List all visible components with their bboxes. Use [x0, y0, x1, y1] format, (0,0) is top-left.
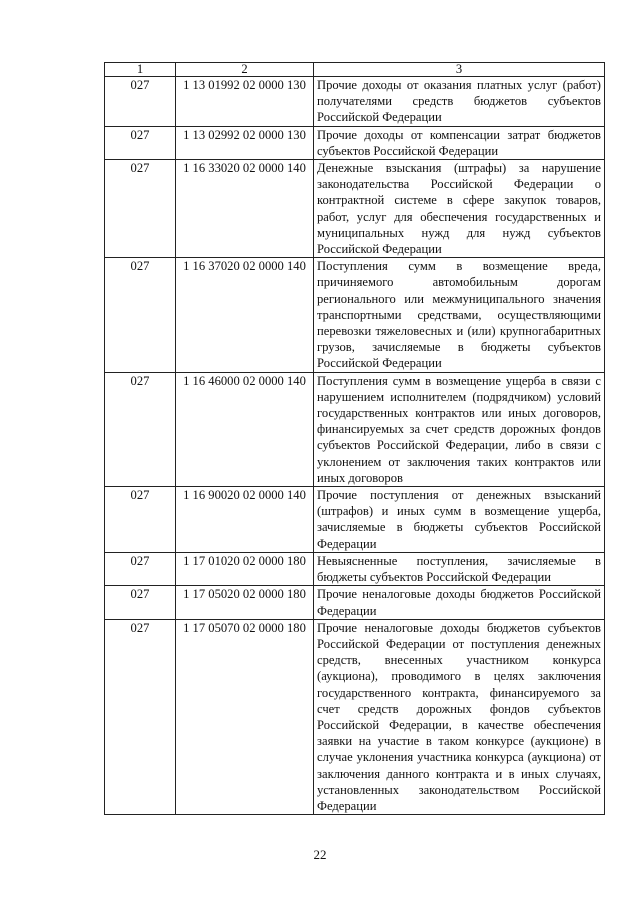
revenue-code-cell: 1 16 37020 02 0000 140 [176, 258, 314, 372]
header-col-1: 1 [105, 63, 176, 77]
admin-code-cell: 027 [105, 258, 176, 372]
admin-code-cell: 027 [105, 77, 176, 127]
table-row [105, 372, 605, 486]
revenue-name-cell: Прочие доходы от оказания платных услуг (работ) получателями средств бюджетов субъектов Российской Федерации [314, 77, 605, 127]
revenue-code-cell: 1 16 33020 02 0000 140 [176, 160, 314, 258]
revenue-name-cell: Прочие неналоговые доходы бюджетов Российской Федерации [314, 586, 605, 619]
table-row [105, 77, 605, 127]
admin-code-cell: 027 [105, 126, 176, 159]
admin-code-cell: 027 [105, 619, 176, 814]
revenue-name-cell: Денежные взыскания (штрафы) за нарушение законодательства Российской Федерации о контрактной системе в сфере закупок товаров, работ, услуг для обеспечения государственных и муниципальных нужд для нужд субъектов Российской Федерации [314, 160, 605, 258]
table-row [105, 487, 605, 553]
admin-code-cell: 027 [105, 160, 176, 258]
admin-code-cell: 027 [105, 586, 176, 619]
revenue-code-cell: 1 16 46000 02 0000 140 [176, 372, 314, 486]
revenue-code-cell: 1 13 01992 02 0000 130 [176, 77, 314, 127]
revenue-name-cell: Прочие неналоговые доходы бюджетов субъектов Российской Федерации от поступления денежных средств, внесенных участником конкурса (аукциона), проводимого в целях заключения государственного контракта, финансируемого за счет средств дорожных фондов субъектов Российской Федерации, в качестве обеспечения заявки на участие в таком конкурсе (аукционе) в случае уклонения участника конкурса (аукциона) от заключения данного контракта и в иных случаях, установленных законодательством Российской Федерации [314, 619, 605, 814]
revenue-code-cell: 1 17 01020 02 0000 180 [176, 552, 314, 585]
revenue-name-cell: Поступления сумм в возмещение ущерба в связи с нарушением исполнителем (подрядчиком) условий государственных контрактов или иных договоров, финансируемых за счет средств дорожных фондов субъектов Российской Федерации, либо в связи с уклонением от заключения таких контрактов или иных договоров [314, 372, 605, 486]
table-row [105, 552, 605, 585]
revenue-name-cell: Поступления сумм в возмещение вреда, причиняемого автомобильным дорогам регионального или межмуниципального значения транспортными средствами, осуществляющими перевозки тяжеловесных и (или) крупногабаритных грузов, зачисляемые в бюджеты субъектов Российской Федерации [314, 258, 605, 372]
revenue-name-cell: Невыясненные поступления, зачисляемые в бюджеты субъектов Российской Федерации [314, 552, 605, 585]
admin-code-cell: 027 [105, 552, 176, 585]
revenue-code-cell: 1 16 90020 02 0000 140 [176, 487, 314, 553]
table-row [105, 258, 605, 372]
revenue-codes-table [104, 62, 605, 815]
table-row [105, 126, 605, 159]
table-row [105, 619, 605, 814]
admin-code-cell: 027 [105, 487, 176, 553]
revenue-name-cell: Прочие доходы от компенсации затрат бюджетов субъектов Российской Федерации [314, 126, 605, 159]
page-number: 22 [313, 847, 327, 862]
header-col-3: 3 [314, 63, 605, 77]
admin-code-cell: 027 [105, 372, 176, 486]
header-row [105, 63, 605, 77]
revenue-name-cell: Прочие поступления от денежных взысканий (штрафов) и иных сумм в возмещение ущерба, зачисляемые в бюджеты субъектов Российской Федерации [314, 487, 605, 553]
table-row [105, 586, 605, 619]
header-col-2: 2 [176, 63, 314, 77]
table-row [105, 160, 605, 258]
revenue-code-cell: 1 13 02992 02 0000 130 [176, 126, 314, 159]
revenue-code-cell: 1 17 05020 02 0000 180 [176, 586, 314, 619]
revenue-code-cell: 1 17 05070 02 0000 180 [176, 619, 314, 814]
